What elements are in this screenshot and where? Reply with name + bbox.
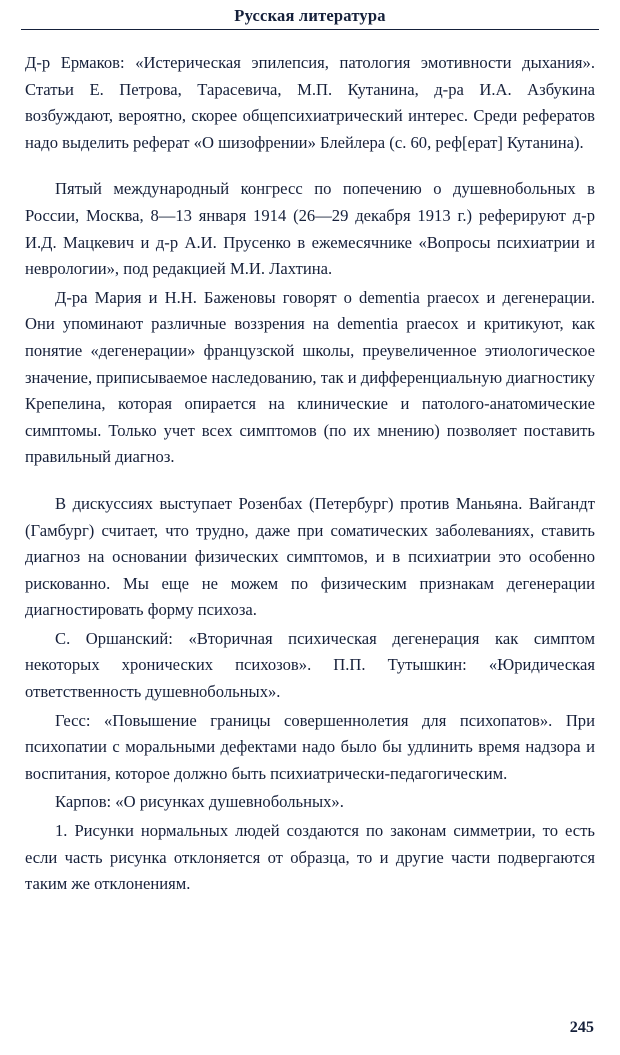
paragraph: Гесс: «Повышение границы совершеннолетия для психопатов». При психопатии с моральными дефектами надо было бы удлинить время надзора и воспитания, которое должно быть психиатрически-педагогическим. (25, 710, 595, 783)
paragraph: Д-ра Мария и Н.Н. Баженовы говорят о dementia praecox и дегенерации. Они упоминают различные воззрения на dementia praecox и критикуют, как понятие «дегенерации» французской школы, преувеличенное этиологическое значение, приписываемое наследованию, так и дифференциальную диагностику Крепелина, которая опирается на клинические и патолого-анатомические симптомы. Только учет всех симптомов (по их мнению) позволяет поставить правильный диагноз. (25, 287, 595, 467)
paragraph: С. Оршанский: «Вторичная психическая дегенерация как симптом некоторых хронических психозов». П.П. Тутышкин: «Юридическая ответственность душевнобольных». (25, 628, 595, 702)
body-text (18, 50, 602, 898)
paragraph: Карпов: «О рисунках душевнобольных». (55, 792, 344, 812)
header-divider (21, 29, 599, 30)
page-number: 245 (569, 1018, 594, 1036)
running-header: Русская литература (234, 6, 386, 25)
paragraph: Д-р Ермаков: «Истерическая эпилепсия, патология эмотивности дыхания». Статьи Е. Петрова, Тарасевича, М.П. Кутанина, д-ра И.А. Азбукина возбуждают, вероятно, скорее общепсихиатрический интерес. Среди рефератов надо выделить реферат «О шизофрении» Блейлера (с. 60, реф[ерат] Кутанина). (25, 53, 595, 152)
paragraph: 1. Рисунки нормальных людей создаются по законам симметрии, то есть если часть рисунка отклоняется от образца, то и другие части подвергаются таким же отклонениям. (25, 821, 595, 894)
paragraph: Пятый международный конгресс по попечению о душевнобольных в России, Москва, 8—13 января 1914 (26—29 декабря 1913 г.) реферируют д-р И.Д. Мацкевич и д-р А.И. Прусенко в ежемесячнике «Вопросы психиатрии и неврологии», под редакцией М.И. Лахтина. (25, 179, 595, 279)
paragraph: В дискуссиях выступает Розенбах (Петербург) против Маньяна. Вайгандт (Гамбург) считает, что трудно, даже при соматических заболеваниях, ставить диагноз на основании физических симптомов, и в психиатрии это особенно рискованно. Мы еще не можем по физическим признакам дегенерации диагностировать форму психоза. (25, 493, 595, 620)
